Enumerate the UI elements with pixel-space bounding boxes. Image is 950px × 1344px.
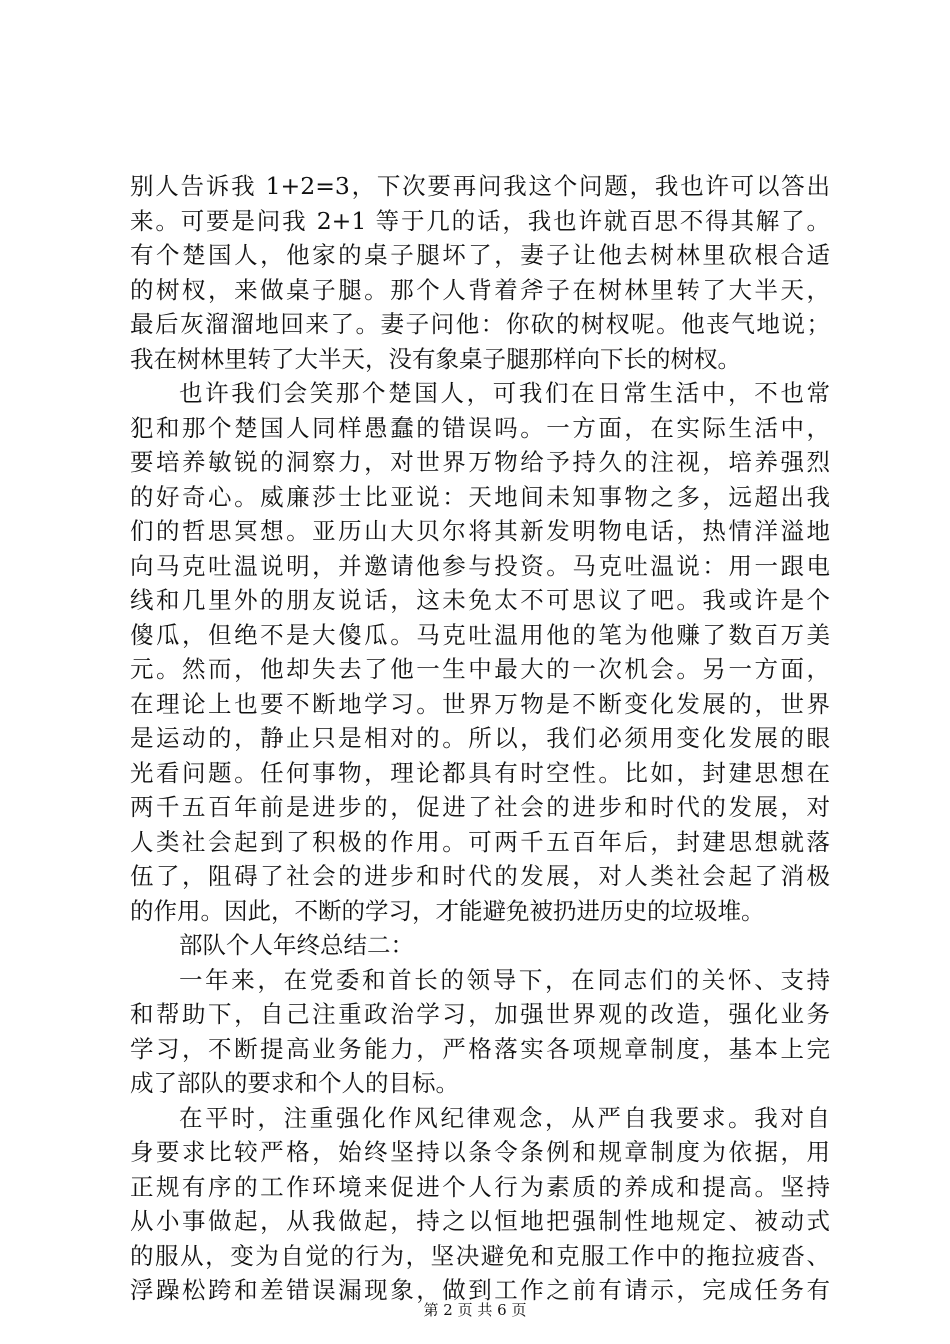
text-line: 来。可要是问我 2+1 等于几的话，我也许就百思不得其解了。 [130, 206, 830, 235]
text-line: 是运动的，静止只是相对的。所以，我们必须用变化发展的眼 [130, 724, 830, 752]
text-line: 成了部队的要求和个人的目标。 [130, 1069, 459, 1097]
text-line: 有个楚国人，他家的桌子腿坏了，妻子让他去树林里砍根合适 [130, 241, 830, 269]
text-line: 傻瓜，但绝不是大傻瓜。马克吐温用他的笔为他赚了数百万美 [130, 620, 830, 649]
text-line: 的树杈，来做桌子腿。那个人背着斧子在树林里转了大半天， [130, 275, 830, 304]
text-line: 也许我们会笑那个楚国人，可我们在日常生活中，不也常 [179, 379, 830, 407]
text-line: 部队个人年终总结二： [179, 931, 414, 959]
text-line: 元。然而，他却失去了他一生中最大的一次机会。另一方面， [130, 655, 830, 683]
text-line: 向马克吐温说明，并邀请他参与投资。马克吐温说：用一跟电 [130, 551, 830, 580]
text-line: 浮躁松跨和差错误漏现象，做到工作之前有请示，完成任务有 [130, 1276, 830, 1304]
text-line: 学习，不断提高业务能力，严格落实各项规章制度，基本上完 [130, 1034, 830, 1063]
text-line: 线和几里外的朋友说话，这未免太不可思议了吧。我或许是个 [130, 586, 830, 614]
text-line: 人类社会起到了积极的作用。可两千五百年后，封建思想就落 [130, 827, 830, 856]
text-line: 从小事做起，从我做起，持之以恒地把强制性地规定、被动式 [130, 1207, 830, 1235]
text-line: 最后灰溜溜地回来了。妻子问他：你砍的树杈呢。他丧气地说； [130, 310, 830, 338]
document-body [130, 169, 830, 1308]
text-line: 伍了，阻碍了社会的进步和时代的发展，对人类社会起了消极 [130, 862, 830, 890]
text-line: 的好奇心。威廉莎士比亚说：天地间未知事物之多，远超出我 [130, 482, 830, 511]
text-line: 正规有序的工作环境来促进个人行为素质的养成和提高。坚持 [130, 1172, 830, 1201]
text-line: 在平时，注重强化作风纪律观念，从严自我要求。我对自 [179, 1103, 830, 1132]
text-line: 要培养敏锐的洞察力，对世界万物给予持久的注视，培养强烈 [130, 448, 830, 476]
text-line: 犯和那个楚国人同样愚蠢的错误吗。一方面，在实际生活中， [130, 413, 830, 442]
text-line: 我在树林里转了大半天，没有象桌子腿那样向下长的树杈。 [130, 344, 741, 373]
text-line: 光看问题。任何事物，理论都具有时空性。比如，封建思想在 [130, 758, 830, 787]
text-line: 在理论上也要不断地学习。世界万物是不断变化发展的，世界 [130, 689, 830, 718]
text-line: 两千五百年前是进步的，促进了社会的进步和时代的发展，对 [130, 793, 830, 821]
text-line: 别人告诉我 1+2=3，下次要再问我这个问题，我也许可以答出 [130, 172, 830, 200]
text-line: 们的哲思冥想。亚历山大贝尔将其新发明物电话，热情洋溢地 [130, 517, 830, 545]
text-line: 的作用。因此，不断的学习，才能避免被扔进历史的垃圾堆。 [130, 896, 765, 925]
page-footer: 第 2 页 共 6 页 [423, 1301, 527, 1319]
text-line: 和帮助下，自己注重政治学习，加强世界观的改造，强化业务 [130, 1000, 830, 1028]
text-line: 身要求比较严格，始终坚持以条令条例和规章制度为依据，用 [130, 1138, 830, 1166]
text-line: 的服从，变为自觉的行为，坚决避免和克服工作中的拖拉疲沓、 [130, 1241, 830, 1270]
text-line: 一年来，在党委和首长的领导下，在同志们的关怀、支持 [179, 965, 830, 994]
